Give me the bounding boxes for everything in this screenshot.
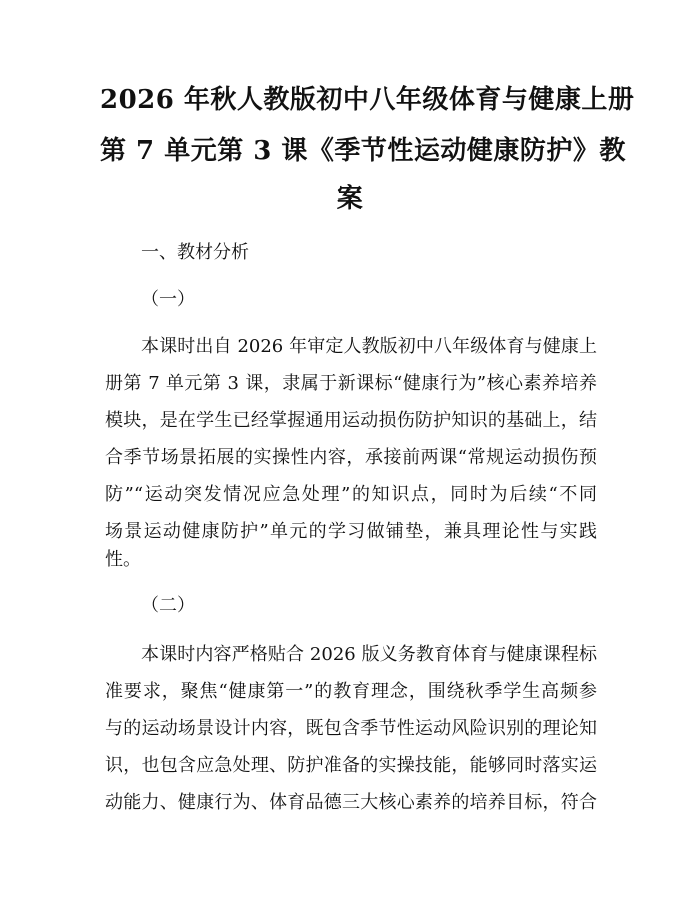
document-title-line-2: 第 7 单元第 3 课《季节性运动健康防护》教 <box>100 136 626 166</box>
document-title-line-3: 案 <box>336 184 364 214</box>
paragraph-2-line: 识，也包含应急处理、防护准备的实操技能，能够同时落实运 <box>105 755 597 776</box>
paragraph-2-line: 本课时内容严格贴合 2026 版义务教育体育与健康课程标 <box>141 644 597 665</box>
paragraph-1-line: 场景运动健康防护”单元的学习做铺垫，兼具理论性与实践 <box>105 521 597 542</box>
paragraph-1-line: 防”“运动突发情况应急处理”的知识点，同时为后续“不同 <box>105 484 597 505</box>
subsection-label-2: （二） <box>141 595 195 616</box>
paragraph-1-line: 册第 7 单元第 3 课，隶属于新课标“健康行为”核心素养培养 <box>105 373 597 394</box>
paragraph-1-line: 本课时出自 2026 年审定人教版初中八年级体育与健康上 <box>141 336 597 357</box>
paragraph-1-line: 合季节场景拓展的实操性内容，承接前两课“常规运动损伤预 <box>105 447 597 468</box>
section-heading: 一、教材分析 <box>141 242 249 263</box>
paragraph-2-line: 与的运动场景设计内容，既包含季节性运动风险识别的理论知 <box>105 718 597 739</box>
paragraph-1-line: 性。 <box>105 549 141 570</box>
paragraph-1-line: 模块，是在学生已经掌握通用运动损伤防护知识的基础上，结 <box>105 410 597 431</box>
paragraph-2-line: 动能力、健康行为、体育品德三大核心素养的培养目标，符合 <box>105 792 597 813</box>
paragraph-2-line: 准要求，聚焦“健康第一”的教育理念，围绕秋季学生高频参 <box>105 681 597 702</box>
subsection-label-1: （一） <box>141 289 195 310</box>
document-title-line-1: 2026 年秋人教版初中八年级体育与健康上册 <box>100 85 635 115</box>
